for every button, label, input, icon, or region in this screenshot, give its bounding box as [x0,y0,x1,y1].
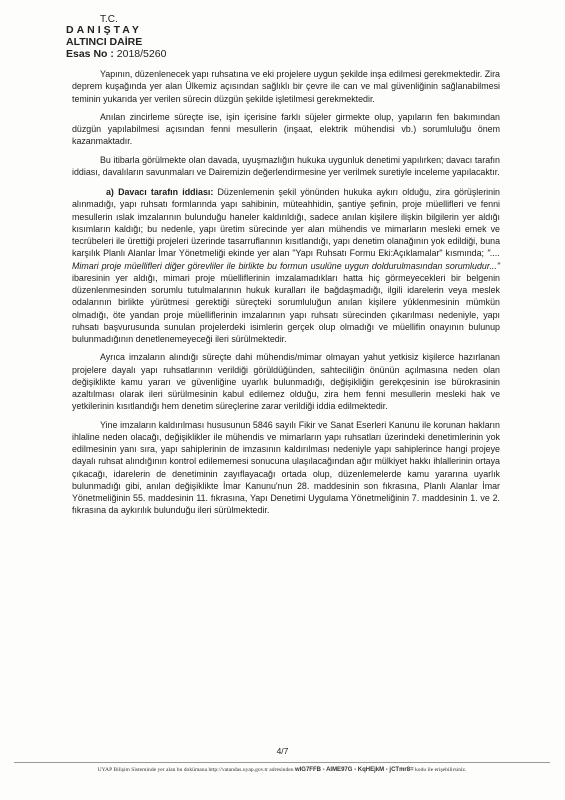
paragraph-2: Anılan zincirleme süreçte ise, işin içerisine farklı süjeler girmekte olup, yapıların fen bakımından düzgün yapılabilmesi açısından fenni mesullerin (inşaat, elektrik mühendisi vb.) sorumluluğu önem kazanmaktadır. [72,111,500,147]
paragraph-6: Yine imzaların kaldırılması hususunun 5846 sayılı Fikir ve Sanat Eserleri Kanunu ile korunan hakların ihlaline neden olacağı, değişiklikler ile mühendis ve mimarların yapı ruhsatları üzerindeki denetimlerinin yok edilmesinin yanı sıra, yapı sahiplerinin de imzasının kaldırılması nedeniyle yapı sahiplerince hangi projeye dayalı ruhsat alındığının kontrol edilememesi sonucuna ulaşılacağından ağır mülkiyet hakkı ihlallerinin ortaya çıkacağı, idarelerin de denetiminin zayıflayacağı ortada olup, düzenlemelerde kamu yararına uyarlık bulunmadığı gibi, anılan değişiklikte İmar Kanunu'nun 28. maddesinin son fıkrasına, Planlı Alanlar İmar Yönetmeliğinin 55. maddesinin 11. fıkrasına, Yapı Denetimi Uygulama Yönetmeliğinin 7. maddesinin 1. ve 2. fıkrasına da aykırılık bulunduğu ileri sürülmektedir. [72,419,500,516]
footer-divider [14,762,550,763]
claim-text-1: Düzenlemenin şekil yönünden hukuka aykırı olduğu, zira görüşlerinin alınmadığı, yapı ruhsatı formlarında yapı sahibinin, müteahhidin, şantiye şefinin, proje müellifleri ve fenni mesullerin ıslak imzalarının bulunduğu haneler kaldırıldığı, sadece anılan kişilere ilişkin bilgilerin yer aldığı kısımların kaldığı; bu nedenle, yapı üretim sürecinde yer alan mühendis ve mimarların mesleki emek ve tecrübeleri ile ürettiği projeleri üzerinde tasarruflarının kısıtlandığı, yapı denetim olanağının yok edildiği, buna karşılık Planlı Alanlar İmar Yönetmeliği ekinde yer alan "Yapı Ruhsatı Formu Eki:Açıklamalar" kısmında; [72,187,500,259]
case-number-label: Esas No : [66,48,114,60]
footer-verification-code: wIG7FFB - AIME97G - KqHEjkM - jCTmr8= [294,767,414,773]
case-number-value: 2018/5260 [116,48,167,60]
page-number: 4/7 [276,746,289,756]
header-tc: T.C. [100,14,118,25]
header-case-number [66,48,166,60]
paragraph-claim [72,186,500,345]
claim-text-2: ibaresinin yer aldığı, mimari proje müelliflerinin imzalamadıkları hatta hiç görmeyecekleri bir belgenin düzenlenmesinden sorumlu tutulmalarının hukuk kuralları ile bağdaşmadığı, ilgili idarelerin veya meslek odalarının birlikte yürütmesi gerektiği süreçteki sorumluluğun anılan kişilere yüklenmesinin mümkün olmadığı, öte yandan proje müelliflerinin imzalarının yapı ruhsatı sürecinden çıkarılması nedeniyle, yapı ruhsatı başvurusunda sunulan projelerdeki isimlerin gerçek olup olmadığı ve müellifin onayının bulunup bulunmadığının denetlenemeyeceği ileri sürülmektedir. [72,272,500,344]
document-body [72,68,500,523]
claim-heading: a) Davacı tarafın iddiası: [106,187,214,197]
claim-quote: ".... Mimari proje müellifleri diğer görevliler ile birlikte bu formun usulüne uygun doldurulmasından sorumludur..." [72,248,500,271]
footer-suffix: kodu ile erişebilirsiniz. [415,767,467,773]
paragraph-1: Yapının, düzenlenecek yapı ruhsatına ve eki projelere uygun şekilde inşa edilmesi gerekmektedir. Zira deprem kuşağında yer alan Ülkemiz açısından sağlıklı bir çevre ile can ve mal güvenliğinin sağlanabilmesi teminin yukarıda yer verilen sürecin düzgün şekilde işletilmesi gerekmektedir. [72,69,500,104]
header-court-name: DANIŞTAY [66,24,142,36]
footer-prefix: UYAP Bilişim Sisteminde yer alan bu dokümana http://vatandas.uyap.gov.tr adresinden [97,767,294,773]
header-department: ALTINCI DAİRE [66,36,143,48]
footer [14,767,550,773]
paragraph-3: Bu itibarla görülmekte olan davada, uyuşmazlığın hukuka uygunluk denetimi yapılırken; davacı tarafın iddiası, davalıların savunmaları ve Dairemizin değerlendirmesine yer verilmek suretiyle inceleme yapılacaktır. [72,154,500,177]
paragraph-5: Ayrıca imzaların alındığı süreçte dahi mühendis/mimar olmayan yahut yetkisiz kişilerce hazırlanan projelere dayalı yapı ruhsatlarının verildiği görüldüğünden, sahteciliğin önünün açılmasına neden olan değişiklikte kamu yararı ve güvenliğine uyarlık bulunmadığı, değişikliğin gerekçesinin ise bürokrasinin azaltılması olarak ileri sürülmesinin kabul edilemez olduğu, zira hem fenni mesullerin mesleki hak ve yetkilerinin kısıtlandığı hem denetim süreçlerine zarar verildiği iddia edilmektedir. [72,352,500,412]
